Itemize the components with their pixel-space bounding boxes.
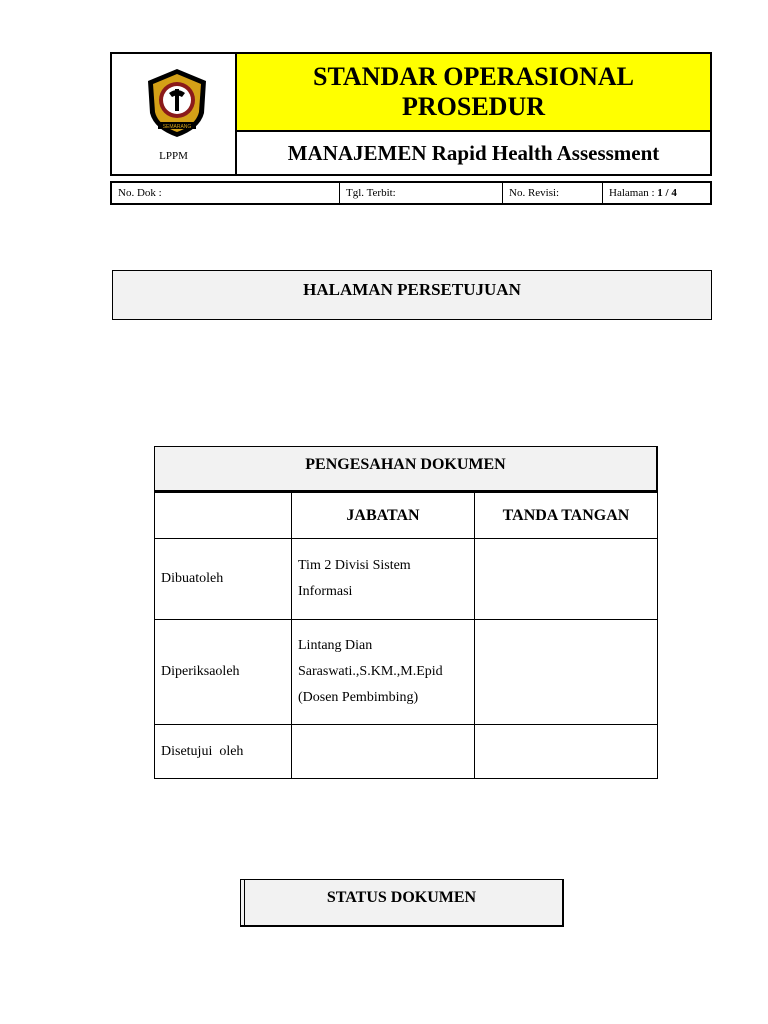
- pengesahan-title: PENGESAHAN DOKUMEN: [154, 446, 658, 492]
- jabatan-cell: [292, 725, 475, 779]
- logo-city-text: SEMARANG: [162, 124, 192, 130]
- pengesahan-table: [154, 492, 658, 779]
- jabatan-line: Informasi: [298, 584, 353, 599]
- document-title-text: STANDAR OPERASIONAL PROSEDUR: [313, 62, 634, 121]
- jabatan-header: JABATAN: [292, 493, 475, 539]
- row-label: Diperiksaoleh: [155, 620, 292, 725]
- signature-cell: [475, 725, 658, 779]
- halaman-value: 1 / 4: [657, 187, 677, 199]
- empty-header-cell: [155, 493, 292, 539]
- document-title: [237, 54, 710, 132]
- signature-cell: [475, 539, 658, 620]
- halaman-label: Halaman :: [609, 187, 655, 199]
- table-row: [155, 725, 658, 779]
- tanda-tangan-header: TANDA TANGAN: [475, 493, 658, 539]
- tgl-terbit-cell: Tgl. Terbit:: [340, 183, 503, 203]
- signature-cell: [475, 620, 658, 725]
- no-revisi-cell: No. Revisi:: [503, 183, 603, 203]
- jabatan-cell: [292, 620, 475, 725]
- approval-page-heading: HALAMAN PERSETUJUAN: [112, 270, 712, 320]
- jabatan-cell: [292, 539, 475, 620]
- row-label: Disetujui oleh: [155, 725, 292, 779]
- row-label: Dibuatoleh: [155, 539, 292, 620]
- jabatan-line: Lintang Dian: [298, 638, 373, 653]
- no-dok-cell: No. Dok :: [112, 183, 340, 203]
- halaman-cell: [603, 183, 710, 203]
- document-subtitle: MANAJEMEN Rapid Health Assessment: [287, 140, 660, 165]
- university-seal-logo: [144, 67, 210, 139]
- table-row: [155, 539, 658, 620]
- document-info-row: [110, 181, 712, 205]
- org-label: LPPM: [159, 150, 188, 162]
- table-row: [155, 620, 658, 725]
- jabatan-line: Saraswati.,S.KM.,M.Epid: [298, 664, 443, 679]
- status-dokumen-heading: STATUS DOKUMEN: [240, 879, 564, 927]
- jabatan-line: Tim 2 Divisi Sistem: [298, 558, 411, 573]
- jabatan-line: (Dosen Pembimbing): [298, 690, 419, 705]
- table-header-row: [155, 493, 658, 539]
